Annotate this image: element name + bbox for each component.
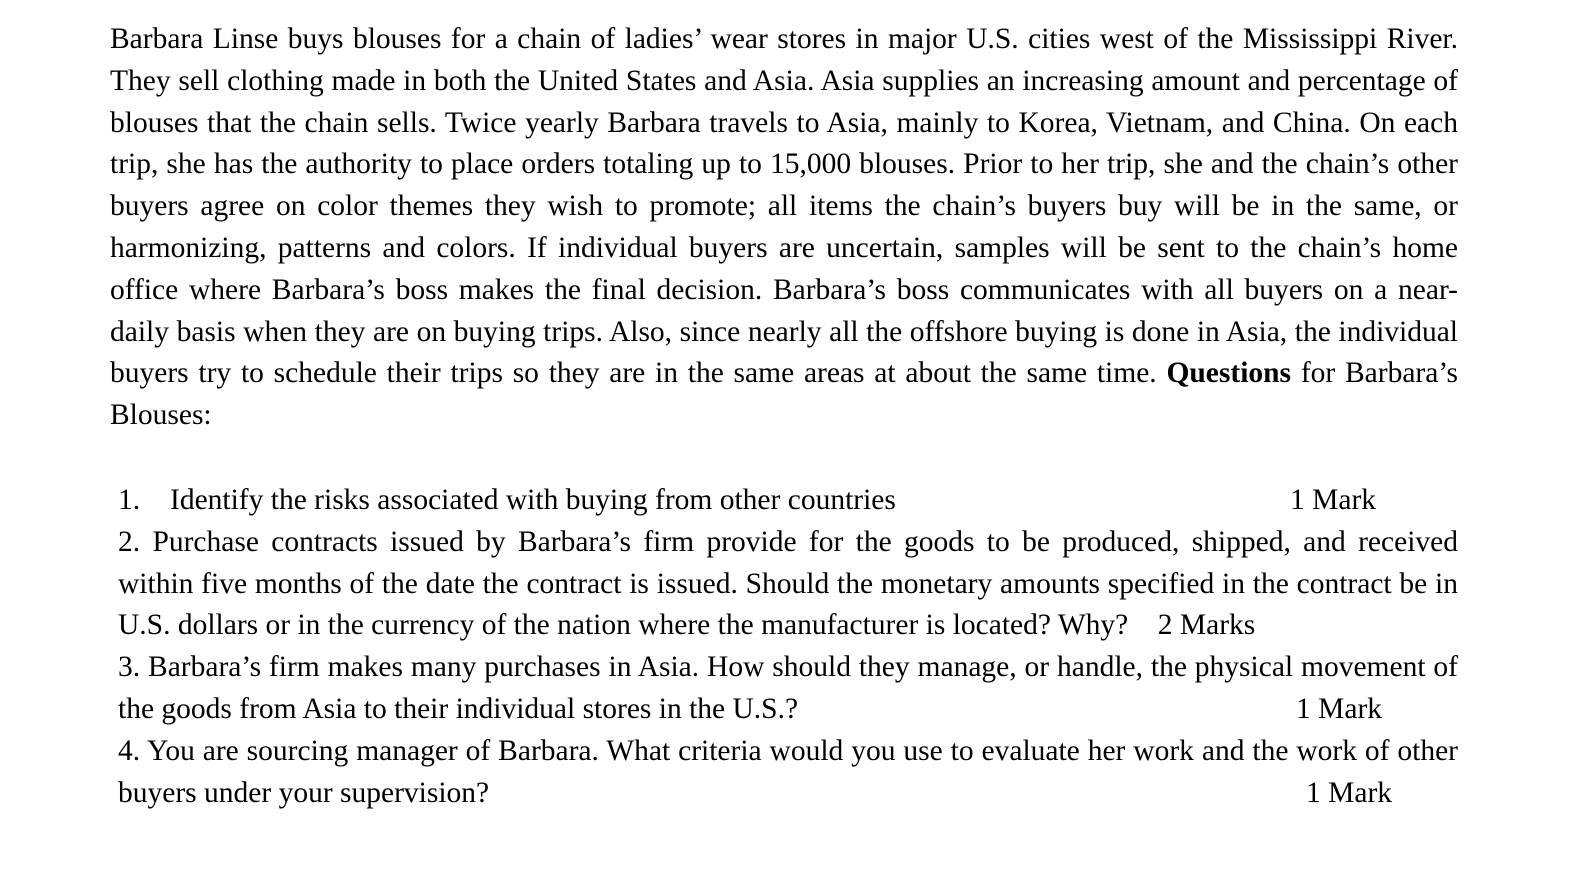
- question-1: [118, 480, 1458, 522]
- question-2-number: 2.: [118, 525, 141, 558]
- question-4-text: You are sourcing manager of Barbara. What criteria would you use to evaluate her work and the work of other buyers under your supervision?: [118, 734, 1458, 809]
- question-2-text: Purchase contracts issued by Barbara’s firm provide for the goods to be produced, shipped, and received within five months of the date the contract is issued. Should the monetary amounts specified in the contract be in U.S. dollars or in the currency of the nation where the manufacturer is located? Why?: [118, 525, 1458, 642]
- question-4-marks: 1 Mark: [1306, 776, 1393, 809]
- question-3-marks: 1 Mark: [1296, 692, 1383, 725]
- question-2: [118, 522, 1458, 647]
- question-4: [118, 731, 1458, 815]
- questions-heading: Questions: [1166, 357, 1292, 390]
- intro-text-end: for Barbara’s Blouses:: [110, 357, 1459, 432]
- question-1-marks: 1 Mark: [1290, 484, 1377, 516]
- intro-text: Barbara Linse buys blouses for a chain of ladies’ wear stores in major U.S. cities west of the Mississippi River. They sell clothing made in both the United States and Asia. Asia supplies an increasing amount and percentage of blouses that the chain sells. Twice yearly Barbara travels to Asia, mainly to Korea, Vietnam, and China. On each trip, she has the authority to place orders totaling up to 15,000 blouses. Prior to her trip, she and the chain’s other buyers agree on color themes they wish to promote; all items the chain’s buyers buy will be in the same, or harmonizing, patterns and colors. If individual buyers are uncertain, samples will be sent to the chain’s home office where Barbara’s boss makes the final decision. Barbara’s boss communicates with all buyers on a near-daily basis when they are on buying trips. Also, since nearly all the offshore buying is done in Asia, the individual buyers try to schedule their trips so they are in the same areas at about the same time.: [110, 23, 1458, 390]
- question-3-text: Barbara’s firm makes many purchases in Asia. How should they manage, or handle, the physical movement of the goods from Asia to their individual stores in the U.S.?: [118, 651, 1458, 725]
- intro-paragraph: [110, 19, 1458, 437]
- question-3: [118, 647, 1458, 731]
- questions-list: [118, 480, 1458, 814]
- question-3-number: 3.: [118, 651, 141, 684]
- question-2-marks: 2 Marks: [1157, 609, 1256, 642]
- question-1-number: 1.: [118, 484, 141, 516]
- question-4-number: 4.: [118, 734, 141, 767]
- question-1-text: Identify the risks associated with buying from other countries: [170, 484, 896, 516]
